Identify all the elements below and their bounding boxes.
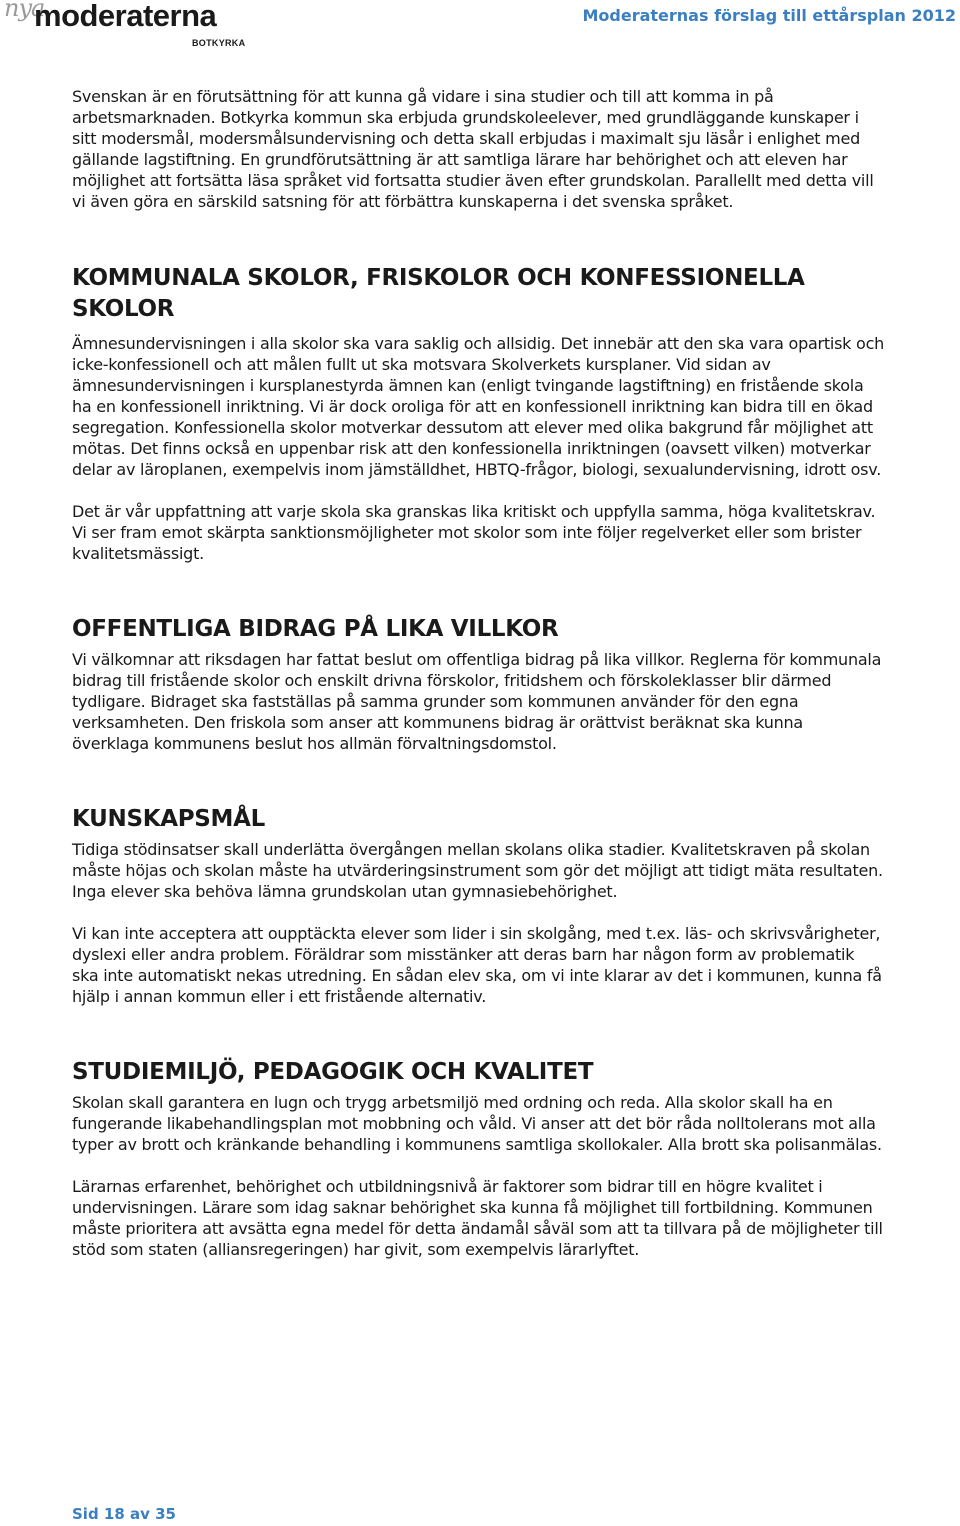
section-paragraph: Ämnesundervisningen i alla skolor ska vara saklig och allsidig. Det innebär att den ska vara opartisk och icke-konfessionell och att målen fullt ut ska motsvara Skolverkets kursplaner. Vid sidan av ämnesundervisningen i kursplanestyrda ämnen kan (enligt tvingande lagstiftning) en fristående skola ha en konfessionell inriktning. Vi är dock oroliga för att en konfessionell inriktning kan bidra till en ökad segregation. Konfessionella skolor motverkar dessutom att elever med olika bakgrund får möjlighet att mötas. Det finns också en uppenbar risk att den konfessionella inriktningen (oavsett vilken) motverkar delar av läroplanen, exempelvis inom jämställdhet, HBTQ-frågor, biologi, sexualundervisning, idrott osv. xyxy=(72,334,885,479)
intro-paragraph: Svenskan är en förutsättning för att kunna gå vidare i sina studier och till att komma in på arbetsmarknaden. Botkyrka kommun ska erbjuda grundskoleelever, med grundläggande kunskaper i sitt modersmål, modersmålsundervisning och detta skall erbjudas i maximalt sju läsår i enlighet med gällande lagstiftning. En grundförutsättning är att samtliga lärare har behörighet och att eleven har möjlighet att fortsätta läsa språket vid fortsatta studier även efter grundskolan. Parallellt med detta vill vi även göra en särskild satsning för att förbättra kunskaperna i det svenska språket. xyxy=(72,87,874,211)
section-heading-study-environment: STUDIEMILJÖ, PEDAGOGIK OCH KVALITET xyxy=(72,1059,594,1085)
logo-wordmark: moderaterna xyxy=(34,0,217,33)
document-title: Moderaternas förslag till ettårsplan 2012 xyxy=(582,6,956,25)
section-heading-schools: KOMMUNALA SKOLOR, FRISKOLOR OCH KONFESSIONELLA SKOLOR xyxy=(72,265,805,322)
page-content xyxy=(72,86,884,1260)
section-paragraph: Tidiga stödinsatser skall underlätta övergången mellan skolans olika stadier. Kvalitetskraven på skolan måste höjas och skolan måste ha utvärderingsinstrument som gör det möjligt att tidigt mäta resultaten. Inga elever ska behöva lämna grundskolan utan gymnasiebehörighet. xyxy=(72,840,883,901)
section-heading-grants: OFFENTLIGA BIDRAG PÅ LIKA VILLKOR xyxy=(72,616,559,642)
section-paragraph: Vi välkomnar att riksdagen har fattat beslut om offentliga bidrag på lika villkor. Reglerna för kommunala bidrag till fristående skolor och enskilt drivna förskolor, fritidshem och förskoleklasser blir därmed tydligare. Bidraget ska fastställas på samma grunder som kommunen använder för den egna verksamheten. Den friskola som anser att kommunens bidrag är orättvist beräknat ska kunna överklaga kommunens beslut hos allmän förvaltningsdomstol. xyxy=(72,650,882,753)
section-paragraph: Vi kan inte acceptera att oupptäckta elever som lider i sin skolgång, med t.ex. läs- och skrivsvårigheter, dyslexi eller andra problem. Föräldrar som misstänker att deras barn har någon form av problematik ska inte automatiskt nekas utredning. En sådan elev ska, om vi inte klarar av det i kommunen, kunna få hjälp i annan kommun eller i ett fristående alternativ. xyxy=(72,924,882,1006)
section-paragraph: Det är vår uppfattning att varje skola ska granskas lika kritiskt och uppfylla samma, höga kvalitetskrav. Vi ser fram emot skärpta sanktionsmöjligheter mot skolor som inte följer regelverket eller som brister kvalitetsmässigt. xyxy=(72,502,876,563)
party-logo xyxy=(4,0,254,52)
logo-subtitle: BOTKYRKA xyxy=(192,38,246,48)
section-paragraph: Lärarnas erfarenhet, behörighet och utbildningsnivå är faktorer som bidrar till en högre kvalitet i undervisningen. Lärare som idag saknar behörighet ska kunna få möjlighet till fortbildning. Kommunen måste prioritera att avsätta egna medel för detta ändamål såväl som att ta tillvara på de möjligheter till stöd som staten (alliansregeringen) har givit, som exempelvis lärarlyftet. xyxy=(72,1177,883,1259)
logo-script-text: nya xyxy=(4,0,45,22)
section-heading-knowledge-goals: KUNSKAPSMÅL xyxy=(72,806,265,832)
section-paragraph: Skolan skall garantera en lugn och trygg arbetsmiljö med ordning och reda. Alla skolor skall ha en fungerande likabehandlingsplan mot mobbning och våld. Vi anser att det bör råda nolltolerans mot alla typer av brott och kränkande behandling i kommunens samtliga skollokaler. Alla brott ska polisanmälas. xyxy=(72,1093,882,1154)
page-number: Sid 18 av 35 xyxy=(72,1505,176,1523)
